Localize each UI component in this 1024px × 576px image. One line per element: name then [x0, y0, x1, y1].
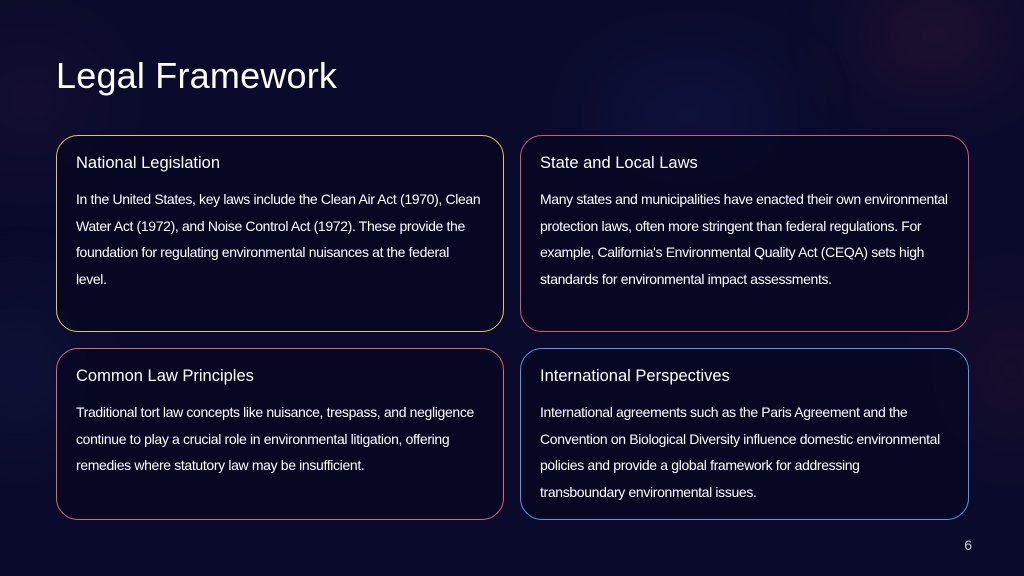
card-title: International Perspectives — [540, 367, 730, 385]
card-body: In the United States, key laws include the Clean Air Act (1970), Clean Water Act (1972), and Noise Control Act (1972). These provide the foundation for regulating environmental nuisances at the federal level. — [76, 191, 481, 287]
card-body: Traditional tort law concepts like nuisance, trespass, and negligence continue to play a crucial role in environmental litigation, offering remedies where statutory law may be insufficient. — [76, 404, 474, 473]
background-glow — [860, 0, 1010, 80]
background-glow — [960, 300, 1024, 440]
card-body: International agreements such as the Paris Agreement and the Convention on Biological Diversity influence domestic environmental policies and provide a global framework for addressing transboundary environmental issues. — [540, 404, 940, 500]
card-title: State and Local Laws — [540, 154, 698, 172]
card-body: Many states and municipalities have enacted their own environmental protection laws, often more stringent than federal regulations. For example, California's Environmental Quality Act (CEQA) sets high standards for environmental impact assessments. — [540, 191, 948, 287]
slide-title: Legal Framework — [56, 55, 338, 96]
card-common-law-principles — [56, 348, 504, 520]
card-state-local-laws — [520, 135, 969, 332]
card-international-perspectives — [520, 348, 969, 520]
card-title: Common Law Principles — [76, 367, 254, 385]
page-number: 6 — [964, 537, 972, 553]
card-title: National Legislation — [76, 154, 221, 172]
card-national-legislation — [56, 135, 504, 332]
